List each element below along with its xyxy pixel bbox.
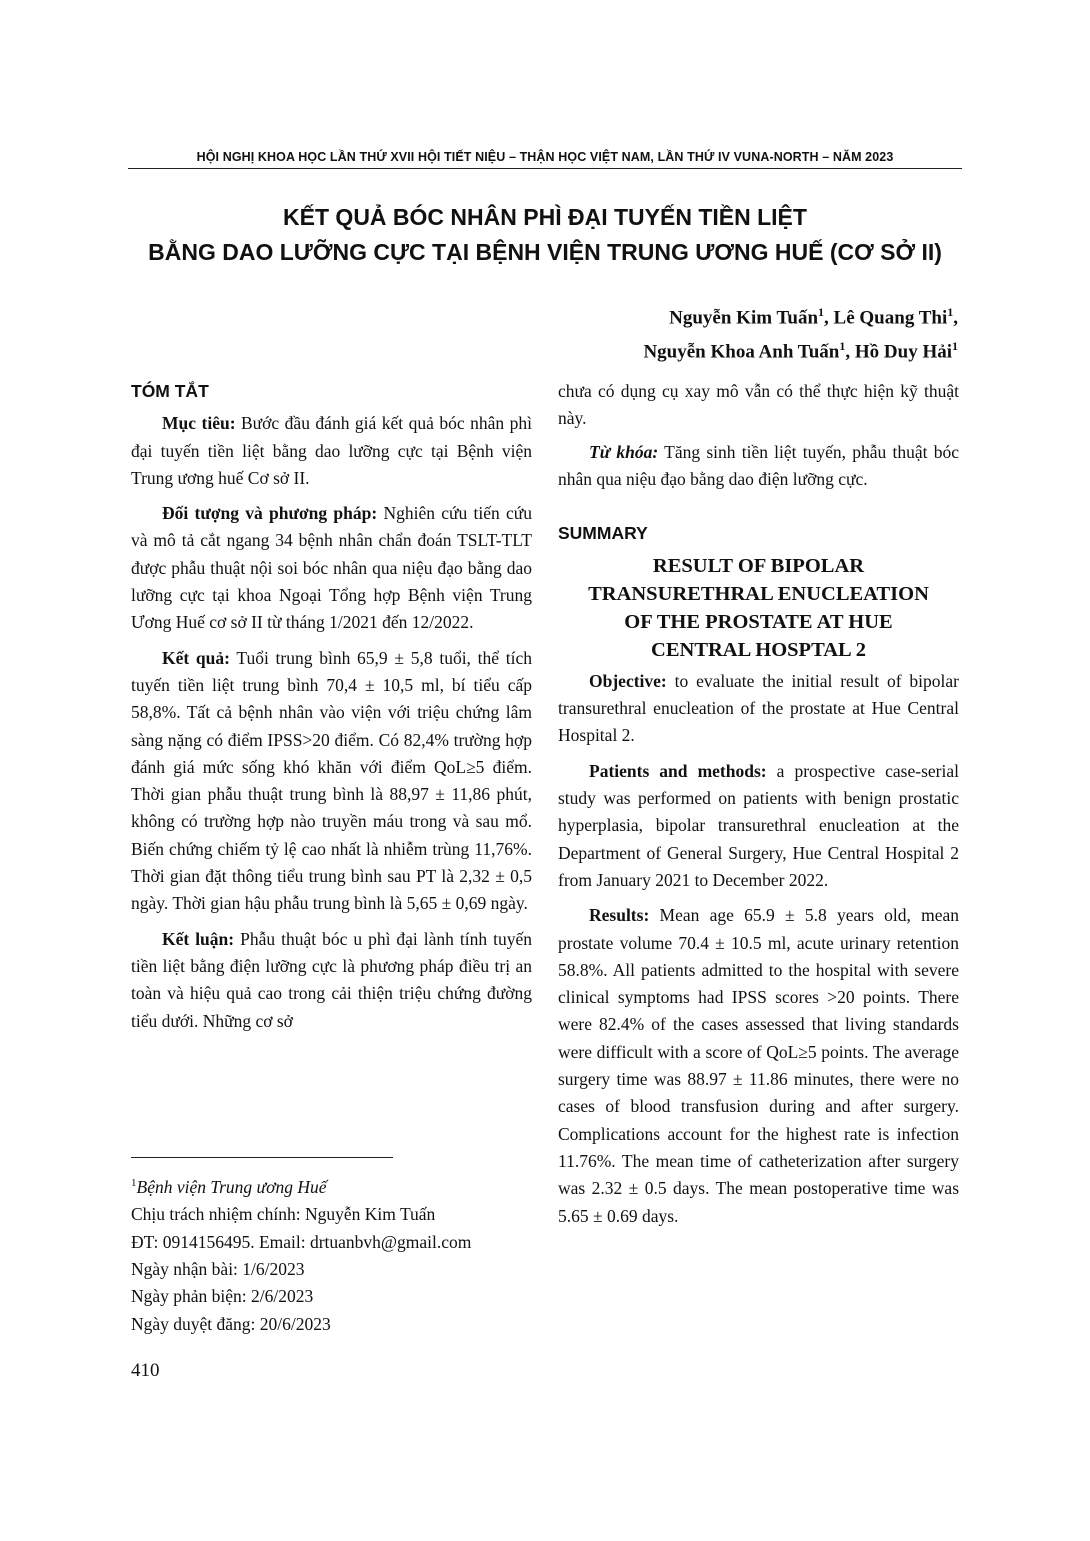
- right-column: [558, 378, 959, 1238]
- summary-results-label: Results:: [589, 905, 650, 926]
- footnotes: [131, 1170, 541, 1338]
- footnote-divider: [131, 1157, 393, 1158]
- conclusion-paragraph: [131, 926, 532, 1035]
- footnote-responsible: Chịu trách nhiệm chính: Nguyễn Kim Tuấn: [131, 1204, 436, 1225]
- conclusion-continued: [558, 378, 959, 433]
- footnote-received: Ngày nhận bài: 1/6/2023: [131, 1259, 305, 1280]
- summary-title-line: TRANSURETHRAL ENUCLEATION: [588, 582, 929, 605]
- header-divider: [128, 168, 962, 169]
- author-list: Nguyễn Kim Tuấn$^1$, Lê Quang Thi$^1$, Nguyễn Khoa Anh Tuấn$^1$, Hồ Duy Hải$^1$: [643, 305, 958, 363]
- objective-paragraph: [131, 410, 532, 492]
- title-line-1: KẾT QUẢ BÓC NHÂN PHÌ ĐẠI TUYẾN TIỀN LIỆT: [283, 204, 807, 230]
- author-name: Nguyễn Khoa Anh Tuấn: [643, 341, 840, 363]
- author-name: Lê Quang Thi: [833, 307, 948, 329]
- footnote-contact: ĐT: 0914156495. Email: drtuanbvh@gmail.com: [131, 1231, 472, 1252]
- keywords-label: Từ khóa:: [589, 442, 659, 462]
- left-column: [131, 378, 532, 1043]
- article-title: [128, 200, 962, 270]
- results-paragraph: [131, 645, 532, 918]
- summary-methods-text: a prospective case-serial study was performed on patients with benign prostatic hyperplasia, bipolar transurethral enucleation at the Department of General Surgery, Hue Central Hospital 2 from January 2021 to December 2022.: [558, 760, 959, 890]
- summary-methods-label: Patients and methods:: [589, 760, 767, 781]
- summary-objective-text: to evaluate the initial result of bipolar transurethral enucleation of the prostate at Hue Central Hospital 2.: [558, 670, 959, 746]
- page-number: 410: [131, 1360, 160, 1381]
- author-name: Hồ Duy Hải: [854, 341, 952, 363]
- methods-text: Nghiên cứu tiến cứu và mô tả cắt ngang 34 bệnh nhân chẩn đoán TSLT-TLT được phẫu thuật nội soi bóc nhân qua niệu đạo bằng dao lưỡng cực tại khoa Ngoại Tổng hợp Bệnh viện Trung Ương Huế cơ sở II từ tháng 1/2021 đến 12/2022.: [131, 503, 532, 633]
- abstract-heading: TÓM TẮT: [131, 381, 209, 401]
- summary-title-line: RESULT OF BIPOLAR: [652, 554, 865, 577]
- conclusion-text: Phẫu thuật bóc u phì đại lành tính tuyến tiền liệt bằng điện lưỡng cực là phương pháp điều trị an toàn và hiệu quả cao trong cải thiện triệu chứng đường tiểu dưới. Những cơ sở: [131, 928, 532, 1031]
- affiliation-mark: 1: [952, 339, 958, 354]
- methods-label: Đối tượng và phương pháp:: [162, 503, 378, 524]
- affiliation-mark: 1: [947, 305, 954, 319]
- objective-text: Bước đầu đánh giá kết quả bóc nhân phì đại tuyến tiền liệt bằng dao lưỡng cực tại Bệnh viện Trung ương huế Cơ sở II.: [131, 413, 532, 488]
- summary-title-line: OF THE PROSTATE AT HUE: [624, 610, 893, 633]
- running-header: HỘI NGHỊ KHOA HỌC LẦN THỨ XVII HỘI TIẾT NIỆU – THẬN HỌC VIỆT NAM, LẦN THỨ IV VUNA-NORTH – NĂM 2023: [196, 150, 894, 164]
- summary-heading: SUMMARY: [558, 522, 648, 543]
- summary-objective-label: Objective:: [589, 670, 667, 691]
- results-text: Tuổi trung bình 65,9 ± 5,8 tuổi, thể tích tuyến tiền liệt trung bình 70,4 ± 10,5 ml, bí tiểu cấp 58,8%. Tất cả bệnh nhân vào viện với triệu chứng lâm sàng nặng có điểm IPSS>20 điểm. Có 82,4% trường hợp đánh giá mức sống khó khăn với điểm QoL≥5 điểm. Thời gian phẫu thuật trung bình là 88,97 ± 11,86 phút, không có trường hợp nào truyền máu trong và sau mổ. Biến chứng chiếm tỷ lệ cao nhất là nhiễm trùng 11,76%. Thời gian đặt thông tiểu trung bình sau PT là 2,32 ± 0,5 ngày. Thời gian hậu phẫu trung bình là 5,65 ± 0,69 ngày.: [131, 647, 533, 914]
- keywords-text: Tăng sinh tiền liệt tuyến, phẫu thuật bóc nhân qua niệu đạo bằng dao điện lưỡng cực.: [558, 442, 959, 490]
- affiliation-mark: 1: [818, 305, 825, 319]
- summary-objective-paragraph: [558, 668, 959, 750]
- summary-results-paragraph: [558, 902, 959, 1230]
- conclusion-continuation-text: chưa có dụng cụ xay mô vẫn có thể thực hiện kỹ thuật này.: [558, 381, 959, 429]
- summary-methods-paragraph: [558, 758, 959, 894]
- summary-title: [558, 552, 959, 664]
- author-name: Nguyễn Kim Tuấn: [669, 307, 819, 329]
- keywords-paragraph: [558, 439, 959, 494]
- footnote-mark: 1: [131, 1177, 137, 1189]
- methods-paragraph: [131, 500, 532, 636]
- results-label: Kết quả:: [162, 647, 230, 668]
- footnote-reviewed: Ngày phản biện: 2/6/2023: [131, 1286, 314, 1307]
- objective-label: Mục tiêu:: [162, 413, 236, 434]
- affiliation-text: Bệnh viện Trung ương Huế: [136, 1176, 327, 1197]
- footnote-accepted: Ngày duyệt đăng: 20/6/2023: [131, 1313, 331, 1334]
- affiliation-mark: 1: [839, 339, 846, 354]
- summary-title-line: CENTRAL HOSPTAL 2: [651, 638, 866, 661]
- footnote-affiliation: [131, 1170, 541, 1201]
- title-line-2: BẰNG DAO LƯỠNG CỰC TẠI BỆNH VIỆN TRUNG ƯƠNG HUẾ (CƠ SỞ II): [148, 239, 942, 265]
- conclusion-label: Kết luận:: [162, 928, 235, 949]
- summary-results-text: Mean age 65.9 ± 5.8 years old, mean prostate volume 70.4 ± 10.5 ml, acute urinary retention 58.8%. All patients admitted to the hospital with severe clinical symptoms had IPSS scores >20 points. There were 82.4% of the cases assessed that living standards were difficult with a score of QoL≥5 points. The average surgery time was 88.97 ± 11.86 minutes, there were no cases of blood transfusion during and after surgery. Complications account for the highest rate is infection 11.76%. The mean time of catheterization after surgery was 2.32 ± 0.5 days. The mean postoperative time was 5.65 ± 0.69 days.: [558, 905, 959, 1226]
